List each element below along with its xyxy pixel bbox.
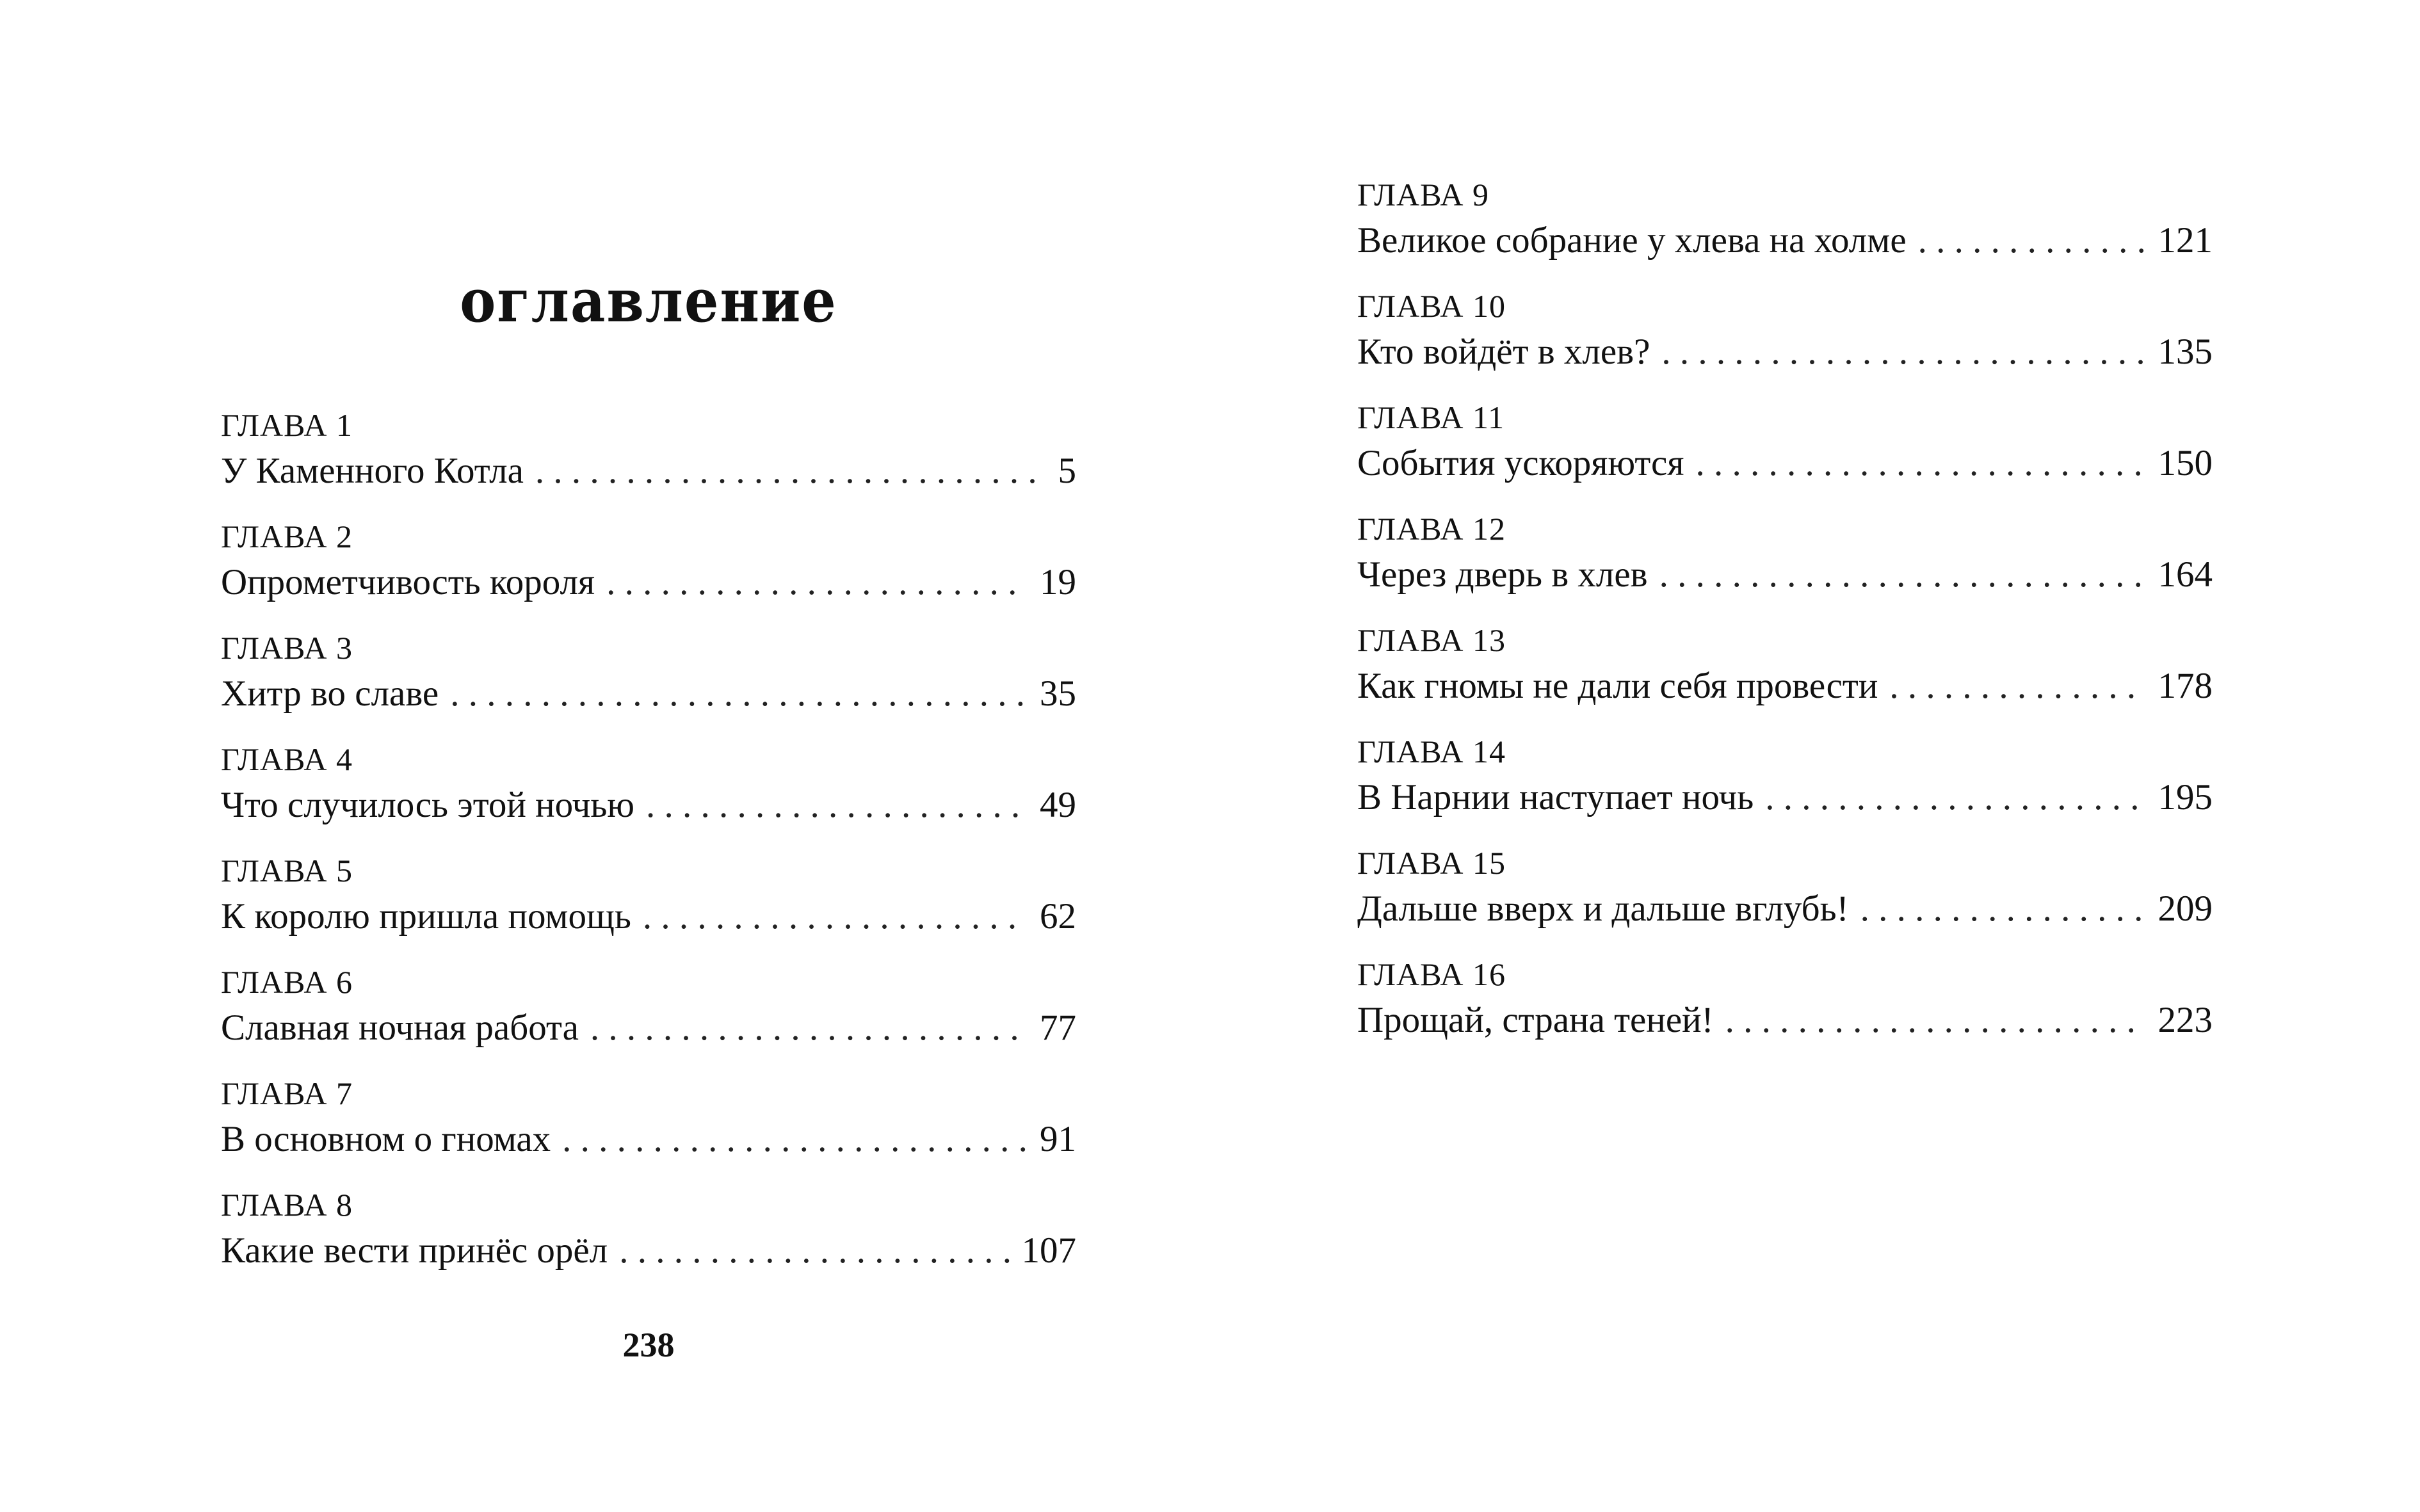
toc-entry[interactable]	[221, 850, 1076, 961]
chapter-page-number: 62	[1040, 896, 1076, 937]
toc-entry[interactable]	[221, 961, 1076, 1073]
chapter-title: События ускоряются	[1357, 443, 1684, 483]
chapter-title: Прощай, страна теней!	[1357, 1000, 1714, 1040]
chapter-label: ГЛАВА 10	[1357, 288, 1506, 324]
toc-entry[interactable]	[1357, 286, 2213, 397]
chapter-label: ГЛАВА 13	[1357, 622, 1506, 658]
chapter-page-number: 209	[2158, 889, 2213, 929]
dot-leader	[646, 780, 1028, 831]
chapter-title: Кто войдёт в хлев?	[1357, 332, 1650, 372]
chapter-label: ГЛАВА 12	[1357, 511, 1506, 547]
chapter-label: ГЛАВА 1	[221, 407, 353, 443]
chapter-label: ГЛАВА 6	[221, 964, 353, 1000]
dot-leader	[643, 891, 1028, 942]
toc-entry[interactable]	[1357, 731, 2213, 842]
chapter-title: Что случилось этой ночью	[221, 785, 634, 825]
dot-leader	[562, 1114, 1028, 1165]
toc-entry[interactable]	[1357, 174, 2213, 286]
chapter-line	[1357, 995, 2213, 1046]
page-number: 238	[622, 1326, 675, 1364]
chapter-line	[221, 1002, 1076, 1054]
chapter-label: ГЛАВА 11	[1357, 399, 1505, 435]
chapter-title: Какие вести принёс орёл	[221, 1230, 608, 1271]
dot-leader	[1659, 549, 2147, 600]
toc-entry[interactable]	[221, 739, 1076, 850]
chapter-label: ГЛАВА 14	[1357, 734, 1506, 769]
toc-entry[interactable]	[221, 516, 1076, 627]
chapter-page-number: 195	[2158, 777, 2213, 817]
dot-leader	[606, 557, 1028, 608]
chapter-title: Славная ночная работа	[221, 1008, 579, 1048]
dot-leader	[450, 668, 1028, 720]
chapter-title: Дальше вверх и дальше вглубь!	[1357, 889, 1849, 929]
dot-leader	[1661, 326, 2146, 378]
chapter-page-number: 77	[1040, 1008, 1076, 1048]
chapter-label: ГЛАВА 2	[221, 519, 353, 554]
dot-leader	[1695, 438, 2146, 489]
chapter-title: Опрометчивость короля	[221, 562, 595, 602]
chapter-line	[1357, 883, 2213, 935]
chapter-label: ГЛАВА 4	[221, 741, 353, 777]
dot-leader	[590, 1002, 1028, 1054]
dot-leader	[1860, 883, 2147, 935]
chapter-page-number: 19	[1040, 562, 1076, 602]
toc-entry[interactable]	[221, 1184, 1076, 1296]
chapter-page-number: 49	[1040, 785, 1076, 825]
chapter-line	[1357, 772, 2213, 823]
chapter-page-number: 178	[2158, 666, 2213, 706]
right-page	[1210, 0, 2420, 1512]
dot-leader	[1918, 215, 2147, 266]
chapter-page-number: 223	[2158, 1000, 2213, 1040]
toc-entry[interactable]	[221, 405, 1076, 516]
chapter-page-number: 107	[1021, 1230, 1076, 1271]
chapter-line	[221, 446, 1076, 497]
chapter-title: В Нарнии наступает ночь	[1357, 777, 1754, 817]
dot-leader	[1765, 772, 2146, 823]
chapter-page-number: 5	[1058, 451, 1076, 491]
chapter-line	[221, 557, 1076, 608]
chapter-label: ГЛАВА 16	[1357, 956, 1506, 992]
chapter-line	[221, 891, 1076, 942]
toc-entry[interactable]	[1357, 842, 2213, 954]
toc-list-right	[1357, 174, 2213, 1065]
dot-leader	[619, 1225, 1010, 1276]
chapter-label: ГЛАВА 9	[1357, 177, 1489, 213]
chapter-page-number: 135	[2158, 332, 2213, 372]
chapter-page-number: 35	[1040, 673, 1076, 714]
chapter-line	[221, 1225, 1076, 1276]
dot-leader	[1725, 995, 2147, 1046]
toc-entry[interactable]	[1357, 954, 2213, 1065]
chapter-page-number: 91	[1040, 1119, 1076, 1159]
chapter-line	[221, 668, 1076, 720]
toc-entry[interactable]	[1357, 508, 2213, 620]
chapter-label: ГЛАВА 15	[1357, 845, 1506, 881]
toc-entry[interactable]	[221, 627, 1076, 739]
chapter-line	[221, 1114, 1076, 1165]
chapter-title: Хитр во славе	[221, 673, 439, 714]
chapter-line	[1357, 326, 2213, 378]
chapter-page-number: 164	[2158, 554, 2213, 595]
toc-entry[interactable]	[221, 1073, 1076, 1184]
chapter-title: Как гномы не дали себя провести	[1357, 666, 1878, 706]
chapter-label: ГЛАВА 5	[221, 853, 353, 889]
chapter-line	[221, 780, 1076, 831]
chapter-title: У Каменного Котла	[221, 451, 524, 491]
chapter-line	[1357, 215, 2213, 266]
chapter-title: Через дверь в хлев	[1357, 554, 1648, 595]
chapter-title: К королю пришла помощь	[221, 896, 631, 937]
chapter-title: В основном о гномах	[221, 1119, 551, 1159]
dot-leader	[535, 446, 1047, 497]
chapter-title: Великое собрание у хлева на холме	[1357, 220, 1907, 261]
chapter-label: ГЛАВА 7	[221, 1075, 353, 1111]
toc-entry[interactable]	[1357, 397, 2213, 508]
chapter-page-number: 150	[2158, 443, 2213, 483]
toc-title: оглавление	[460, 266, 837, 335]
chapter-line	[1357, 549, 2213, 600]
toc-entry[interactable]	[1357, 620, 2213, 731]
chapter-page-number: 121	[2158, 220, 2213, 261]
chapter-label: ГЛАВА 3	[221, 630, 353, 666]
chapter-line	[1357, 438, 2213, 489]
chapter-line	[1357, 661, 2213, 712]
dot-leader	[1889, 661, 2146, 712]
toc-list-left	[221, 405, 1076, 1296]
chapter-label: ГЛАВА 8	[221, 1187, 353, 1223]
